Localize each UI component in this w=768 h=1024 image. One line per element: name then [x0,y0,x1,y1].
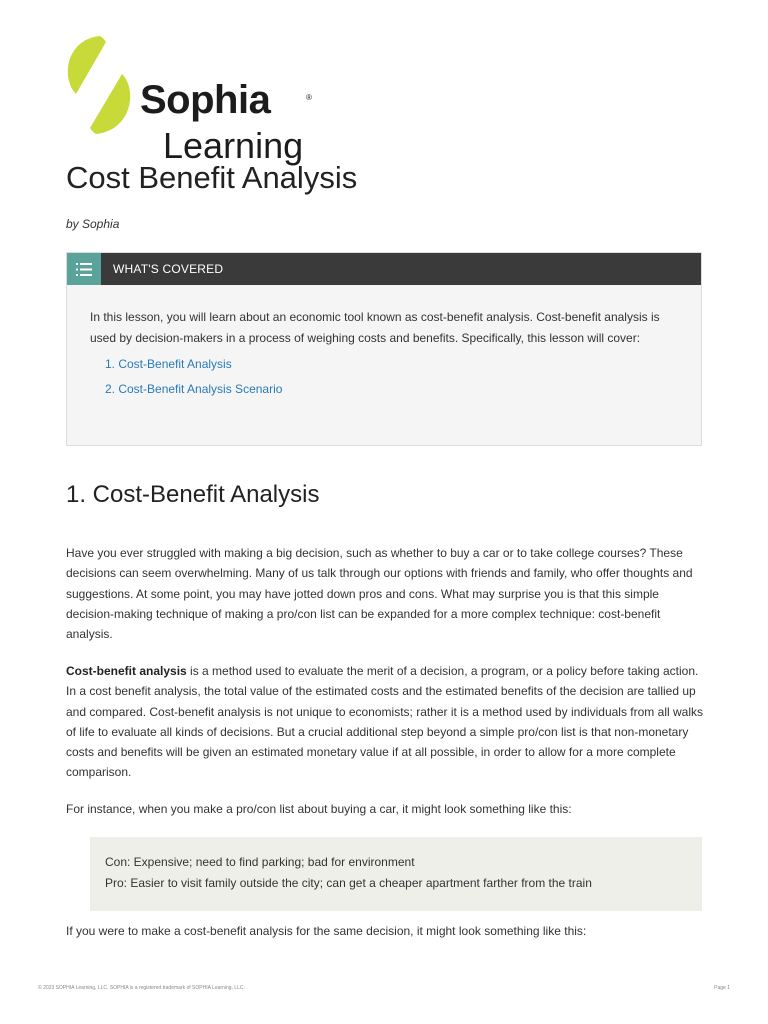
con-line: Con: Expensive; need to find parking; bad for environment [105,855,415,869]
whats-covered-header [67,253,701,285]
whats-covered-title: WHAT'S COVERED [113,262,224,276]
definition-text: is a method used to evaluate the merit of a decision, a program, or a policy before taking action. In a cost benefit analysis, the total value of the estimated costs and the estimated benefits of the decision are tallied up and compared. Cost-benefit analysis is not unique to economists; rather it is a method used by individuals from all walks of life to evaluate all kinds of decisions. But a crucial additional step beyond a simple pro/con list is that non-monetary costs and benefits will be given an estimated monetary value if at all possible, in order to allow for a more complete comparison. [66,664,703,780]
page-title: Cost Benefit Analysis [66,160,358,195]
pro-con-example-box [90,837,702,911]
registered-mark: ® [306,93,312,102]
logo-wordmark-sophia: Sophia [140,78,271,122]
whats-covered-list [90,352,679,402]
paragraph-definition [66,661,706,783]
whats-covered-body [67,285,701,402]
term-cost-benefit-analysis: Cost-benefit analysis [66,664,187,678]
covered-link-scenario[interactable]: 2. Cost-Benefit Analysis Scenario [105,382,283,396]
covered-link-cost-benefit-analysis[interactable]: 1. Cost-Benefit Analysis [105,357,232,371]
whats-covered-intro: In this lesson, you will learn about an economic tool known as cost-benefit analysis. Cost-benefit analysis is used by decision-makers in a process of weighing costs and benefits. Specifically, this lesson will cover: [90,310,660,345]
paragraph-example-intro: For instance, when you make a pro/con list about buying a car, it might look something like this: [66,802,572,816]
list-icon [67,253,101,285]
sophia-logo-mark-icon [66,36,132,134]
byline: by Sophia [66,217,120,231]
whats-covered-box [66,252,702,446]
paragraph-intro: Have you ever struggled with making a big decision, such as whether to buy a car or to take college courses? These decisions can seem overwhelming. Many of us talk through our options with friends and family, who offer thoughts and suggestions. At some point, you may have jotted down pros and cons. What may surprise you is that this simple decision-making technique of making a pro/con list can be expanded for a more complex technique: cost-benefit analysis. [66,546,693,642]
footer-page-number: Page 1 [714,985,730,991]
paragraph-cba-intro: If you were to make a cost-benefit analysis for the same decision, it might look something like this: [66,924,587,938]
logo-wordmark-learning: Learning [163,125,304,166]
pro-line: Pro: Easier to visit family outside the city; can get a cheaper apartment farther from the train [105,876,592,890]
footer-copyright: © 2023 SOPHIA Learning, LLC. SOPHIA is a registered trademark of SOPHIA Learning, LLC. [38,985,245,991]
section-heading: 1. Cost-Benefit Analysis [66,481,320,508]
sophia-logo [66,36,336,166]
